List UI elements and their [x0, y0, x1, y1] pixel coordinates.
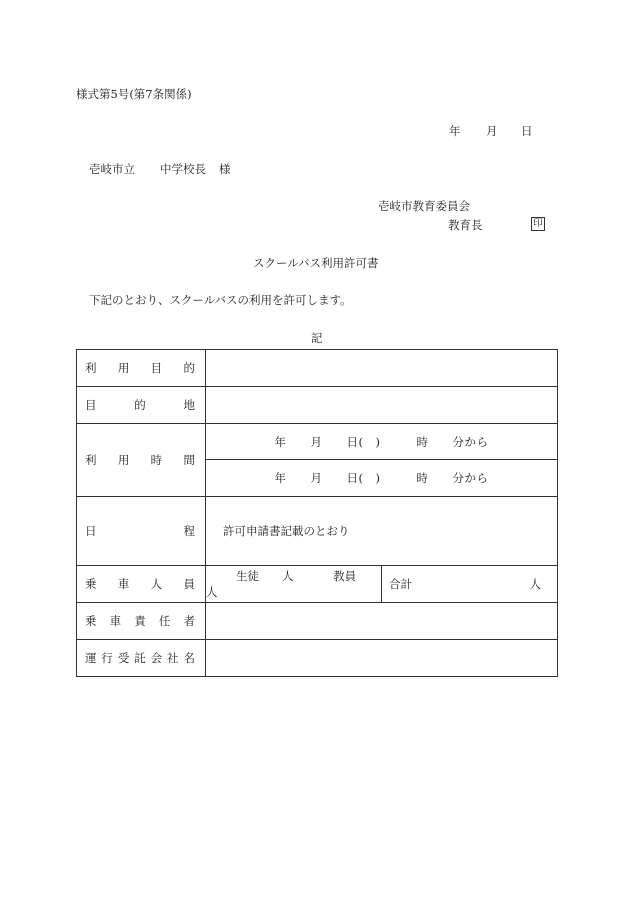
date-month: 月 [486, 124, 498, 138]
document-title: スクールバス利用許可書 [253, 256, 379, 270]
label-char: 受 [117, 651, 130, 665]
date-year: 年 [449, 124, 461, 138]
label-operator [77, 640, 206, 677]
label-char: 利 [85, 453, 97, 467]
label-char: 車 [117, 577, 130, 591]
row-operator [77, 640, 558, 677]
row-responsible [77, 603, 558, 640]
value-schedule[interactable]: 許可申請書記載のとおり [206, 497, 558, 566]
row-schedule [77, 497, 558, 566]
label-char: 車 [109, 614, 122, 628]
permit-table [76, 349, 558, 677]
label-char: 託 [134, 651, 146, 665]
label-char: 間 [183, 453, 195, 467]
label-char: 乗 [85, 614, 97, 628]
label-passengers [77, 566, 206, 603]
body-text: 下記のとおり、スクールバスの利用を許可します。 [89, 293, 352, 307]
label-char: 任 [158, 614, 171, 628]
row-destination [77, 387, 558, 424]
value-responsible[interactable] [206, 603, 558, 640]
value-destination[interactable] [206, 387, 558, 424]
addressee-city: 壱岐市立 [89, 162, 135, 176]
label-purpose [77, 350, 206, 387]
label-char: 用 [117, 361, 130, 375]
value-purpose[interactable] [206, 350, 558, 387]
label-char: 名 [183, 651, 195, 665]
value-operator[interactable] [206, 640, 558, 677]
row-passengers [77, 566, 558, 603]
label-responsible [77, 603, 206, 640]
label-usage-time [77, 424, 206, 497]
label-char: 人 [150, 577, 163, 591]
total-label: 合計 [389, 577, 412, 591]
value-usage-time-2[interactable]: 年 月 日( ) 時 分から [206, 460, 558, 497]
label-char: 用 [117, 453, 130, 467]
issuer-title: 教育長 [448, 218, 483, 232]
label-char: 行 [101, 651, 113, 665]
label-destination [77, 387, 206, 424]
label-char: 程 [183, 524, 195, 538]
value-passenger-counts[interactable] [206, 566, 382, 603]
total-unit: 人 [529, 577, 541, 591]
students-count[interactable]: 生徒 人 [236, 569, 294, 583]
label-char: 責 [134, 614, 146, 628]
label-char: 時 [150, 453, 163, 467]
label-char: 運 [85, 651, 97, 665]
row-purpose [77, 350, 558, 387]
date-day: 日 [521, 124, 533, 138]
label-char: 会 [150, 651, 163, 665]
teachers-count[interactable]: 教員 人 [206, 569, 380, 599]
addressee-school: 中学校長 [160, 162, 206, 176]
label-char: 利 [85, 361, 97, 375]
addressee-honorific: 様 [219, 162, 231, 176]
label-char: 社 [167, 651, 179, 665]
label-char: 者 [183, 614, 195, 628]
ki-heading: 記 [311, 331, 323, 345]
value-total[interactable] [382, 566, 558, 603]
label-char: 地 [183, 398, 195, 412]
label-char: 目 [150, 361, 163, 375]
seal-stamp-icon: 印 [531, 217, 545, 231]
form-number: 様式第5号(第7条関係) [76, 87, 192, 101]
label-char: 的 [183, 361, 195, 375]
label-char: 乗 [85, 577, 97, 591]
label-char: 員 [183, 577, 195, 591]
row-usage-time-1 [77, 424, 558, 460]
label-schedule [77, 497, 206, 566]
value-usage-time-1[interactable]: 年 月 日( ) 時 分から [206, 424, 558, 460]
issuer-org: 壱岐市教育委員会 [378, 199, 470, 213]
label-char: 日 [85, 524, 97, 538]
label-char: 目 [85, 398, 97, 412]
label-char: 的 [134, 398, 146, 412]
